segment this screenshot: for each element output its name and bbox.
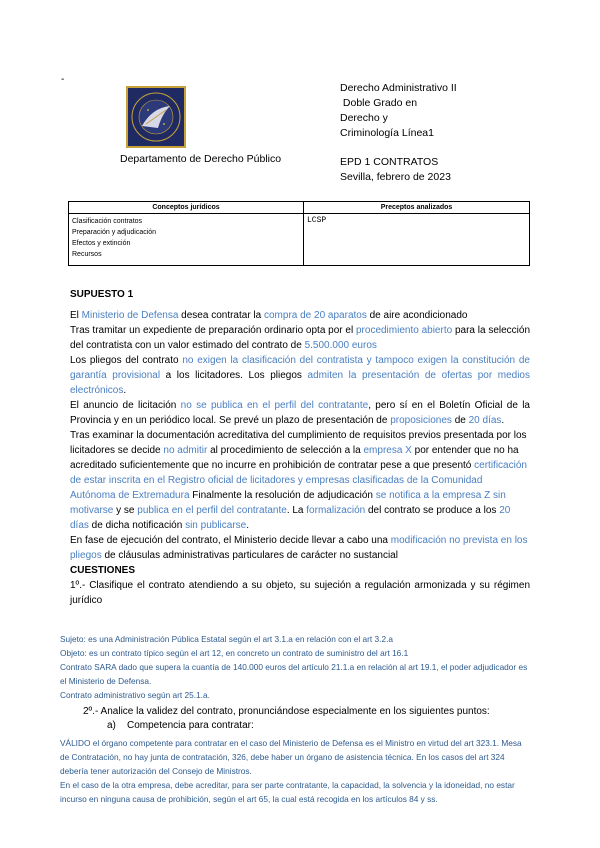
concepts-table bbox=[68, 201, 530, 266]
concept-item: Clasificación contratos bbox=[72, 218, 143, 225]
concept-item: Efectos y extinción bbox=[72, 240, 131, 247]
col-header-concepts: Conceptos jurídicos bbox=[69, 202, 304, 214]
concepts-cell bbox=[69, 214, 304, 266]
cuestiones-heading: CUESTIONES bbox=[70, 565, 136, 576]
question-1: 1º.- Clasifique el contrato atendiendo a su objeto, su sujeción a regulación armonizada y su régimen jurídico bbox=[70, 580, 530, 606]
epd-title: EPD 1 CONTRATOS bbox=[340, 156, 439, 168]
course-header bbox=[340, 81, 457, 185]
answer-line: Objeto: es un contrato típico según el art 12, en concreto un contrato de suministro del art 16.1 bbox=[60, 648, 409, 658]
answer-line: VÁLIDO el órgano competente para contratar en el caso del Ministerio de Defensa es el Ministro en virtud del art 323.1. Mesa de Contratación, no hay junta de contratación, 326, debe haber un órgano de asistencia técnica. En los casos del art 324 debería tener autorización del Consejo de Ministros. bbox=[60, 738, 522, 776]
col-header-precepts: Preceptos analizados bbox=[304, 202, 530, 214]
case-title: SUPUESTO 1 bbox=[70, 289, 134, 300]
precepts-cell: LCSP bbox=[304, 214, 530, 266]
question-2 bbox=[83, 705, 490, 733]
course-line: Doble Grado en bbox=[340, 97, 418, 109]
course-line: Derecho Administrativo II bbox=[340, 82, 457, 94]
case-paragraph: En fase de ejecución del contrato, el Ministerio decide llevar a cabo una modificación no prevista en los pliegos de cláusulas administrativas particulares de carácter no sustancial bbox=[70, 535, 528, 561]
course-line: Derecho y bbox=[340, 112, 388, 124]
question-2-text: 2º.- Analice la validez del contrato, pronunciándose especialmente en los siguientes puntos: bbox=[83, 706, 490, 717]
question-2-sub-a: a) Competencia para contratar: bbox=[107, 720, 254, 731]
answer-line: Contrato SARA dado que supera la cuantía de 140.000 euros del artículo 21.1.a en relación al art 19.1, el poder adjudicador es el Ministerio de Defensa. bbox=[60, 662, 528, 686]
case-paragraph: El anuncio de licitación no se publica en el perfil del contratante, pero sí en el Boletín Oficial de la Provincia y en un periódico local. Se prevé un plazo de presentación de proposiciones de 20 días. bbox=[70, 400, 530, 426]
university-seal-logo bbox=[126, 86, 186, 148]
answer-block-2 bbox=[60, 736, 530, 806]
concept-item: Preparación y adjudicación bbox=[72, 229, 157, 236]
department-name: Departamento de Derecho Público bbox=[120, 153, 282, 165]
case-paragraph: Tras tramitar un expediente de preparación ordinario opta por el procedimiento abierto para la selección del contratista con un valor estimado del contrato de 5.500.000 euros bbox=[70, 325, 531, 351]
answer-line: En el caso de la otra empresa, debe acreditar, para ser parte contratante, la capacidad, la solvencia y la idoneidad, no estar incurso en ninguna causa de prohibición, según el art 65, la cual está recogida en los artículos 84 y ss. bbox=[60, 780, 515, 804]
case-body bbox=[70, 287, 530, 608]
case-paragraph: Tras examinar la documentación acreditativa del cumplimiento de requisitos previos presentada por los licitadores se decide no admitir al procedimiento de selección a la empresa X por entender que no ha acreditado suficientemente que no incurre en prohibición de contratar pese a que presentó certificación de estar inscrita en el Registro oficial de licitadores y empresas clasificadas de la Comunidad Autónoma de Extremadura Finalmente la resolución de adjudicación se notifica a la empresa Z sin motivarse y se publica en el perfil del contratante. La formalización del contrato se produce a los 20 días de dicha notificación sin publicarse. bbox=[70, 430, 527, 531]
place-date: Sevilla, febrero de 2023 bbox=[340, 171, 451, 183]
case-paragraph: Los pliegos del contrato no exigen la clasificación del contratista y tampoco exigen la constitución de garantía provisional a los licitadores. Los pliegos admiten la presentación de ofertas por medios electrónicos. bbox=[70, 355, 530, 396]
answer-line: Contrato administrativo según art 25.1.a. bbox=[60, 690, 210, 700]
answer-line: Sujeto: es una Administración Pública Estatal según el art 3.1.a en relación con el art 3.2.a bbox=[60, 634, 393, 644]
answer-block-1 bbox=[60, 632, 530, 702]
case-paragraph: El Ministerio de Defensa desea contratar la compra de 20 aparatos de aire acondicionado bbox=[70, 310, 468, 321]
concept-item: Recursos bbox=[72, 251, 102, 258]
course-line: Criminología Línea1 bbox=[340, 127, 434, 139]
stray-mark: - bbox=[61, 74, 65, 85]
